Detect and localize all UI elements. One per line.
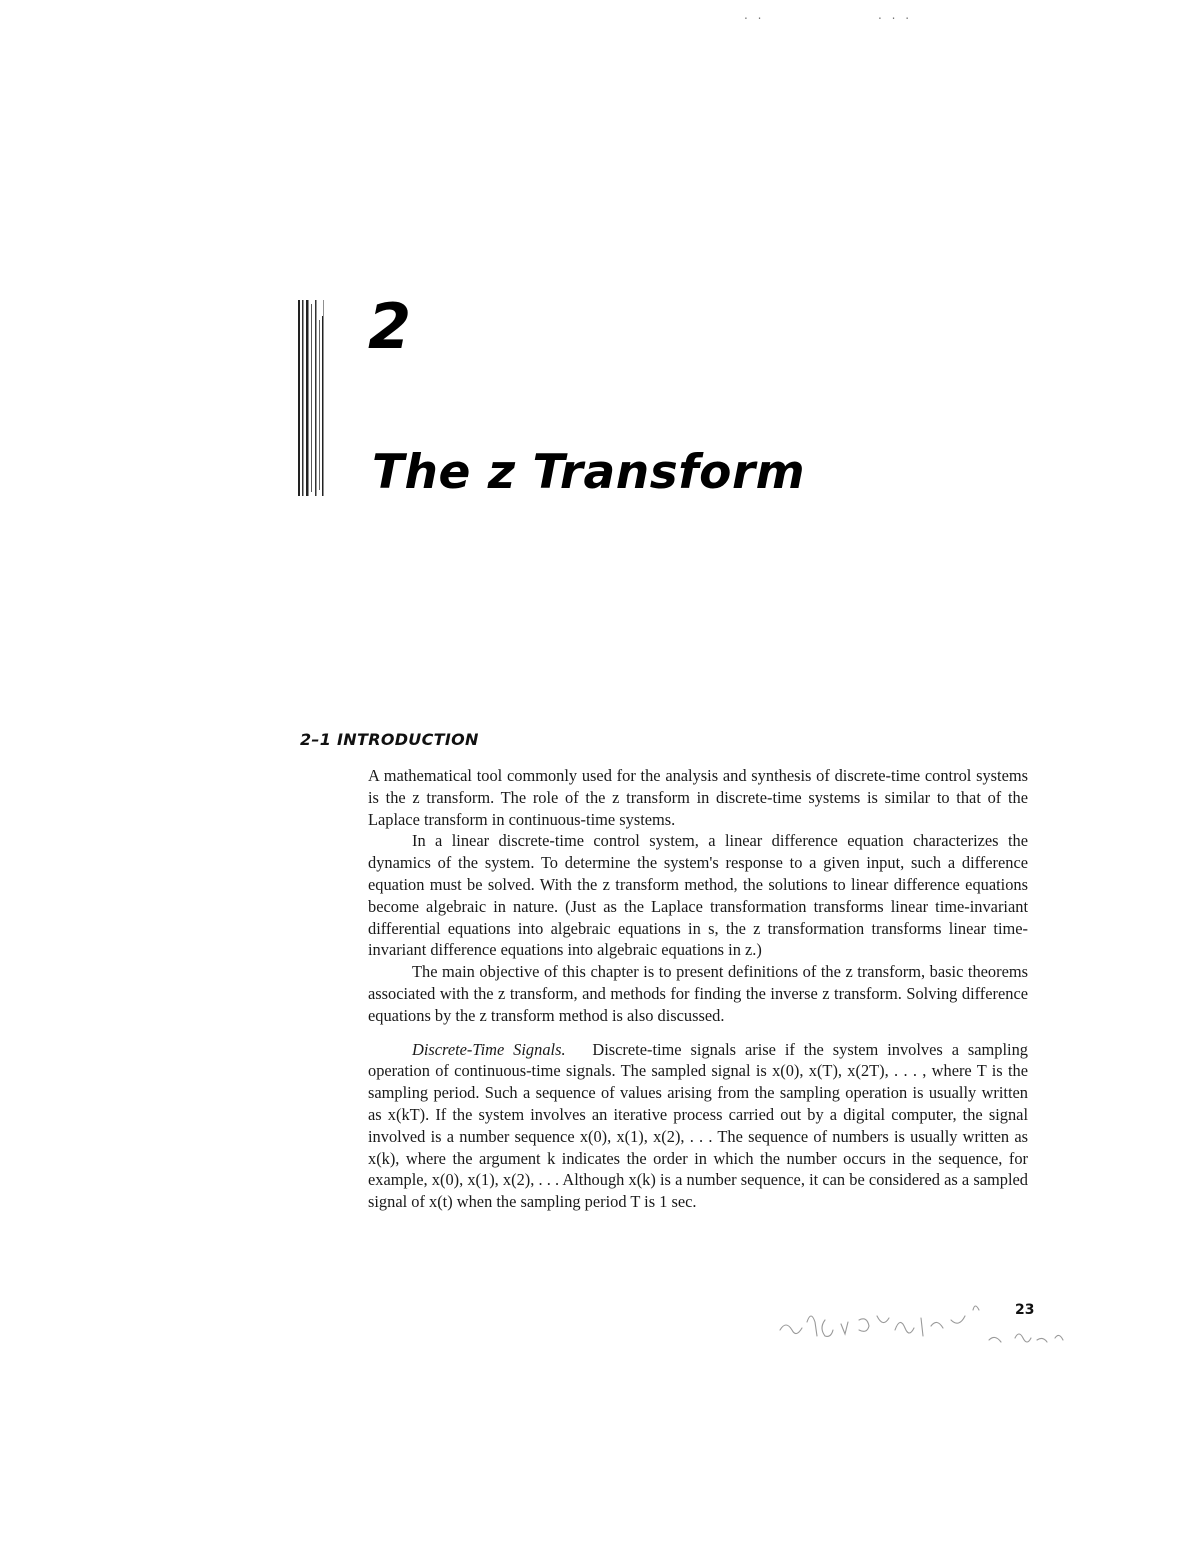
chapter-number: 2 <box>368 290 412 363</box>
paragraph-discrete-time-signals <box>368 1039 1028 1213</box>
runin-heading: Discrete-Time Signals. <box>412 1039 566 1059</box>
section-heading: 2–1 INTRODUCTION <box>300 730 479 749</box>
paragraph-objective: The main objective of this chapter is to present definitions of the z transform, basic theorems associated with the z transform, and methods for finding the inverse z transform. Solving difference equations by the z transform method is also discussed. <box>368 962 1028 1025</box>
body-text <box>368 765 1028 1213</box>
scan-speck-top-right: . . . <box>878 8 913 22</box>
page-number: 23 <box>1015 1302 1035 1318</box>
chapter-title: The z Transform <box>372 445 806 500</box>
scan-speck-top-left: . . <box>744 8 765 22</box>
discrete-time-text: Discrete-time signals arise if the system involves a sampling operation of continuous-time signals. The sampled signal is x(0), x(T), x(2T), . . . , where T is the sampling period. Such a sequence of values arising from the sampling operation is usually written as x(kT). If the system involves an iterative process carried out by a digital computer, the signal involved is a number sequence x(0), x(1), x(2), . . . The sequence of numbers is usually written as x(k), where the argument k indicates the order in which the number occurs in the sequence, for example, x(0), x(1), x(2), . . . Although x(k) is a number sequence, it can be considered as a sampled signal of x(t) when the sampling period T is 1 sec. <box>368 1039 1029 1212</box>
paragraph-difference-equations: In a linear discrete-time control system, a linear difference equation characterizes the dynamics of the system. To determine the system's response to a given input, such a difference equation must be solved. With the z transform method, the solutions to linear difference equations become algebraic in nature. (Just as the Laplace transformation transforms linear time-invariant differential equations into algebraic equations in s, the z transformation transforms linear time-invariant difference equations into algebraic equations in z.) <box>368 831 1028 960</box>
handwritten-annotation <box>775 1290 1075 1355</box>
chapter-bar-ornament <box>298 300 324 496</box>
paragraph-intro: A mathematical tool commonly used for the analysis and synthesis of discrete-time control systems is the z transform. The role of the z transform in discrete-time systems is similar to that of the Laplace transform in continuous-time systems. <box>368 766 1028 829</box>
